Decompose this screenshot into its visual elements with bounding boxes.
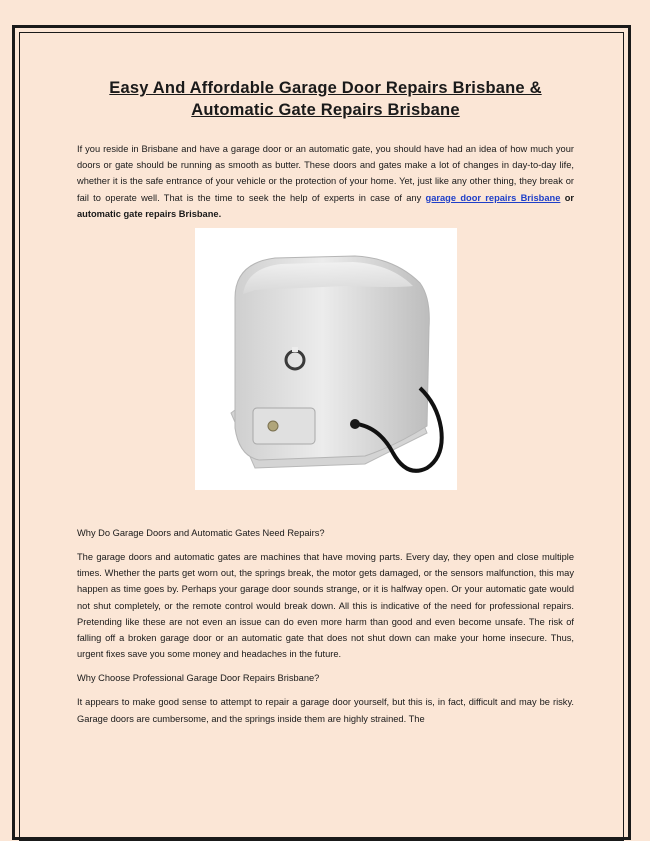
intro-paragraph [77, 141, 574, 222]
title-line-1: Easy And Affordable Garage Door Repairs Brisbane & [109, 79, 542, 97]
section-body-professional: It appears to make good sense to attempt to repair a garage door yourself, but this is, in fact, difficult and may be risky. Garage doors are cumbersome, and the springs inside them are highly strained. The [77, 697, 574, 724]
section-heading-repairs: Why Do Garage Doors and Automatic Gates Need Repairs? [77, 528, 325, 539]
gate-motor-illustration [195, 228, 457, 490]
section-heading-professional: Why Choose Professional Garage Door Repairs Brisbane? [77, 673, 320, 684]
intro-text: If you reside in Brisbane and have a garage door or an automatic gate, you should have had an idea of how much your doors or gate should be running as smooth as butter. These doors and gates make a lot of changes in day-to-day life, whether it is the safe entrance of your vehicle or the protection of your home. Yet, just like any other thing, they break or fail to operate well. That is the time to seek the help of experts in case of any [77, 144, 574, 203]
document-title [77, 77, 574, 121]
section-body-repairs: The garage doors and automatic gates are machines that have moving parts. Every day, they open and close multiple times. Whether the parts get worn out, the springs break, the motor gets damaged, or the sensors malfunction, this may happen as time goes by. Perhaps your garage door sounds strange, or it is halfway open. Or your automatic gate would not shut completely, or the remote control would break down. All this is indicative of the need for professional repairs. Pretending like these are not even an issue can do even more harm than good and even become unsafe. The risk of falling off a broken garage door or an automatic gate that does not shut down can make your home insecure. Thus, urgent fixes save you some money and headaches in the future. [77, 552, 574, 660]
key-lock [268, 421, 278, 431]
garage-door-repairs-link[interactable]: garage door repairs Brisbane [425, 192, 561, 203]
intro-text-bold: or automatic gate repairs Brisbane. [77, 192, 574, 219]
gate-motor-image [195, 228, 457, 490]
lock-panel [253, 408, 315, 444]
document-body [77, 77, 574, 727]
title-line-2: Automatic Gate Repairs Brisbane [191, 101, 460, 119]
